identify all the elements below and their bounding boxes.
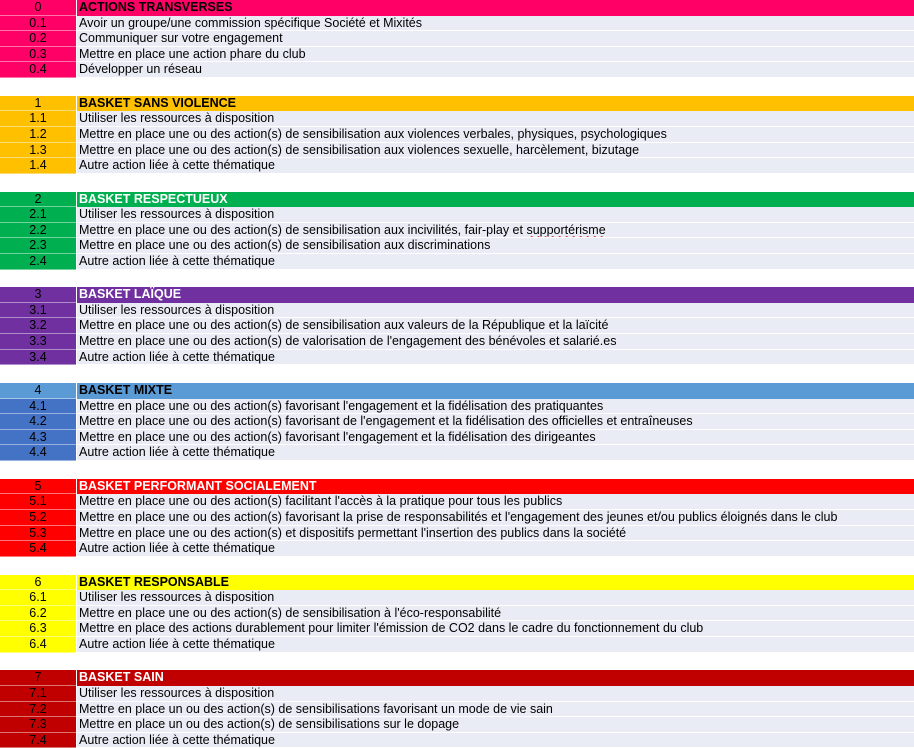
item-number: 0.2 — [0, 31, 76, 47]
item-number: 0.1 — [0, 16, 76, 32]
item-number: 2.1 — [0, 207, 76, 223]
item-number: 6.4 — [0, 637, 76, 653]
list-item — [0, 62, 914, 78]
section-title: BASKET SAIN — [76, 670, 914, 686]
list-item — [0, 238, 914, 254]
item-text: Autre action liée à cette thématique — [76, 541, 914, 557]
section-4 — [0, 383, 914, 461]
item-text: Mettre en place une ou des action(s) de valorisation de l'engagement des bénévoles et salarié.es — [76, 334, 914, 350]
section-header — [0, 670, 914, 686]
section-header — [0, 383, 914, 399]
item-number: 4.3 — [0, 430, 76, 446]
list-item — [0, 223, 914, 239]
item-text: Mettre en place une ou des action(s) favorisant la prise de responsabilités et l'engagement des jeunes et/ou publics éloignés dans le club — [76, 510, 914, 526]
item-text: Mettre en place une ou des action(s) favorisant l'engagement et la fidélisation des dirigeantes — [76, 430, 914, 446]
section-1 — [0, 96, 914, 174]
item-number: 5.4 — [0, 541, 76, 557]
list-item — [0, 254, 914, 270]
section-number: 6 — [0, 575, 76, 591]
item-text: Autre action liée à cette thématique — [76, 445, 914, 461]
list-item — [0, 637, 914, 653]
section-5 — [0, 479, 914, 557]
list-item — [0, 158, 914, 174]
item-number: 1.4 — [0, 158, 76, 174]
item-number: 7.4 — [0, 733, 76, 748]
item-number: 1.2 — [0, 127, 76, 143]
section-6 — [0, 575, 914, 653]
list-item — [0, 31, 914, 47]
section-title: BASKET RESPONSABLE — [76, 575, 914, 591]
list-item — [0, 350, 914, 366]
section-title: BASKET PERFORMANT SOCIALEMENT — [76, 479, 914, 495]
item-number: 6.1 — [0, 590, 76, 606]
item-number: 3.2 — [0, 318, 76, 334]
section-number: 5 — [0, 479, 76, 495]
item-number: 3.1 — [0, 303, 76, 319]
list-item — [0, 717, 914, 733]
item-number: 1.1 — [0, 111, 76, 127]
item-text: Développer un réseau — [76, 62, 914, 78]
item-text: Autre action liée à cette thématique — [76, 158, 914, 174]
item-number: 7.1 — [0, 686, 76, 702]
section-title: BASKET RESPECTUEUX — [76, 192, 914, 208]
item-text: Mettre en place une ou des action(s) de sensibilisation à l'éco-responsabilité — [76, 606, 914, 622]
item-text: Mettre en place un ou des action(s) de sensibilisations favorisant un mode de vie sain — [76, 702, 914, 718]
item-text: Mettre en place des actions durablement pour limiter l'émission de CO2 dans le cadre du fonctionnement du club — [76, 621, 914, 637]
item-text: Communiquer sur votre engagement — [76, 31, 914, 47]
item-text: Avoir un groupe/une commission spécifique Société et Mixités — [76, 16, 914, 32]
item-text: Mettre en place une ou des action(s) facilitant l'accès à la pratique pour tous les publics — [76, 494, 914, 510]
spacer-row — [0, 270, 914, 288]
list-item — [0, 686, 914, 702]
section-title: BASKET MIXTE — [76, 383, 914, 399]
list-item — [0, 334, 914, 350]
section-number: 3 — [0, 287, 76, 303]
spacer-row — [0, 365, 914, 383]
item-number: 4.2 — [0, 414, 76, 430]
list-item — [0, 143, 914, 159]
item-text: Mettre en place une ou des action(s) et dispositifs permettant l'insertion des publics dans la société — [76, 526, 914, 542]
list-item — [0, 318, 914, 334]
section-header — [0, 479, 914, 495]
spacer-row — [0, 78, 914, 96]
item-number: 2.3 — [0, 238, 76, 254]
item-text: Autre action liée à cette thématique — [76, 733, 914, 748]
section-title: ACTIONS TRANSVERSES — [76, 0, 914, 16]
item-number: 3.4 — [0, 350, 76, 366]
item-text: Mettre en place une ou des action(s) de sensibilisation aux incivilités, fair-play et supportérisme — [76, 223, 914, 239]
section-title: BASKET SANS VIOLENCE — [76, 96, 914, 112]
item-text: Utiliser les ressources à disposition — [76, 686, 914, 702]
section-number: 4 — [0, 383, 76, 399]
item-number: 0.3 — [0, 47, 76, 63]
item-text: Autre action liée à cette thématique — [76, 350, 914, 366]
item-text: Mettre en place une ou des action(s) de sensibilisation aux violences verbales, physiques, psychologiques — [76, 127, 914, 143]
list-item — [0, 207, 914, 223]
section-number: 2 — [0, 192, 76, 208]
item-text: Mettre en place une action phare du club — [76, 47, 914, 63]
item-number: 2.4 — [0, 254, 76, 270]
list-item — [0, 510, 914, 526]
list-item — [0, 430, 914, 446]
list-item — [0, 127, 914, 143]
item-number: 7.2 — [0, 702, 76, 718]
list-item — [0, 590, 914, 606]
section-7 — [0, 670, 914, 748]
list-item — [0, 526, 914, 542]
item-number: 5.1 — [0, 494, 76, 510]
item-number: 3.3 — [0, 334, 76, 350]
item-text: Mettre en place une ou des action(s) favorisant l'engagement et la fidélisation des pratiquantes — [76, 399, 914, 415]
section-header — [0, 575, 914, 591]
item-number: 5.3 — [0, 526, 76, 542]
item-number: 0.4 — [0, 62, 76, 78]
item-number: 2.2 — [0, 223, 76, 239]
item-text: Utiliser les ressources à disposition — [76, 590, 914, 606]
list-item — [0, 733, 914, 748]
item-text: Autre action liée à cette thématique — [76, 637, 914, 653]
spacer-row — [0, 653, 914, 671]
list-item — [0, 494, 914, 510]
item-number: 5.2 — [0, 510, 76, 526]
spacer-row — [0, 461, 914, 479]
spellcheck-underline: supportérisme — [526, 222, 606, 237]
list-item — [0, 16, 914, 32]
item-text: Utiliser les ressources à disposition — [76, 303, 914, 319]
item-text: Mettre en place un ou des action(s) de sensibilisations sur le dopage — [76, 717, 914, 733]
list-item — [0, 399, 914, 415]
list-item — [0, 702, 914, 718]
item-text: Utiliser les ressources à disposition — [76, 207, 914, 223]
section-header — [0, 0, 914, 16]
list-item — [0, 111, 914, 127]
item-number: 4.1 — [0, 399, 76, 415]
section-number: 0 — [0, 0, 76, 16]
list-item — [0, 606, 914, 622]
section-3 — [0, 287, 914, 365]
item-number: 4.4 — [0, 445, 76, 461]
item-text: Mettre en place une ou des action(s) de sensibilisation aux valeurs de la République et la laïcité — [76, 318, 914, 334]
section-header — [0, 96, 914, 112]
section-2 — [0, 192, 914, 270]
section-title: BASKET LAÏQUE — [76, 287, 914, 303]
item-text: Mettre en place une ou des action(s) de sensibilisation aux discriminations — [76, 238, 914, 254]
section-number: 1 — [0, 96, 76, 112]
item-text: Mettre en place une ou des action(s) favorisant de l'engagement et la fidélisation des officielles et entraîneuses — [76, 414, 914, 430]
item-number: 1.3 — [0, 143, 76, 159]
list-item — [0, 541, 914, 557]
item-number: 7.3 — [0, 717, 76, 733]
list-item — [0, 47, 914, 63]
section-0 — [0, 0, 914, 78]
section-number: 7 — [0, 670, 76, 686]
list-item — [0, 445, 914, 461]
spacer-row — [0, 557, 914, 575]
list-item — [0, 303, 914, 319]
item-number: 6.3 — [0, 621, 76, 637]
item-number: 6.2 — [0, 606, 76, 622]
list-item — [0, 414, 914, 430]
spacer-row — [0, 174, 914, 192]
list-item — [0, 621, 914, 637]
item-text: Mettre en place une ou des action(s) de sensibilisation aux violences sexuelle, harcèlement, bizutage — [76, 143, 914, 159]
item-text: Utiliser les ressources à disposition — [76, 111, 914, 127]
section-header — [0, 192, 914, 208]
section-header — [0, 287, 914, 303]
item-text: Autre action liée à cette thématique — [76, 254, 914, 270]
